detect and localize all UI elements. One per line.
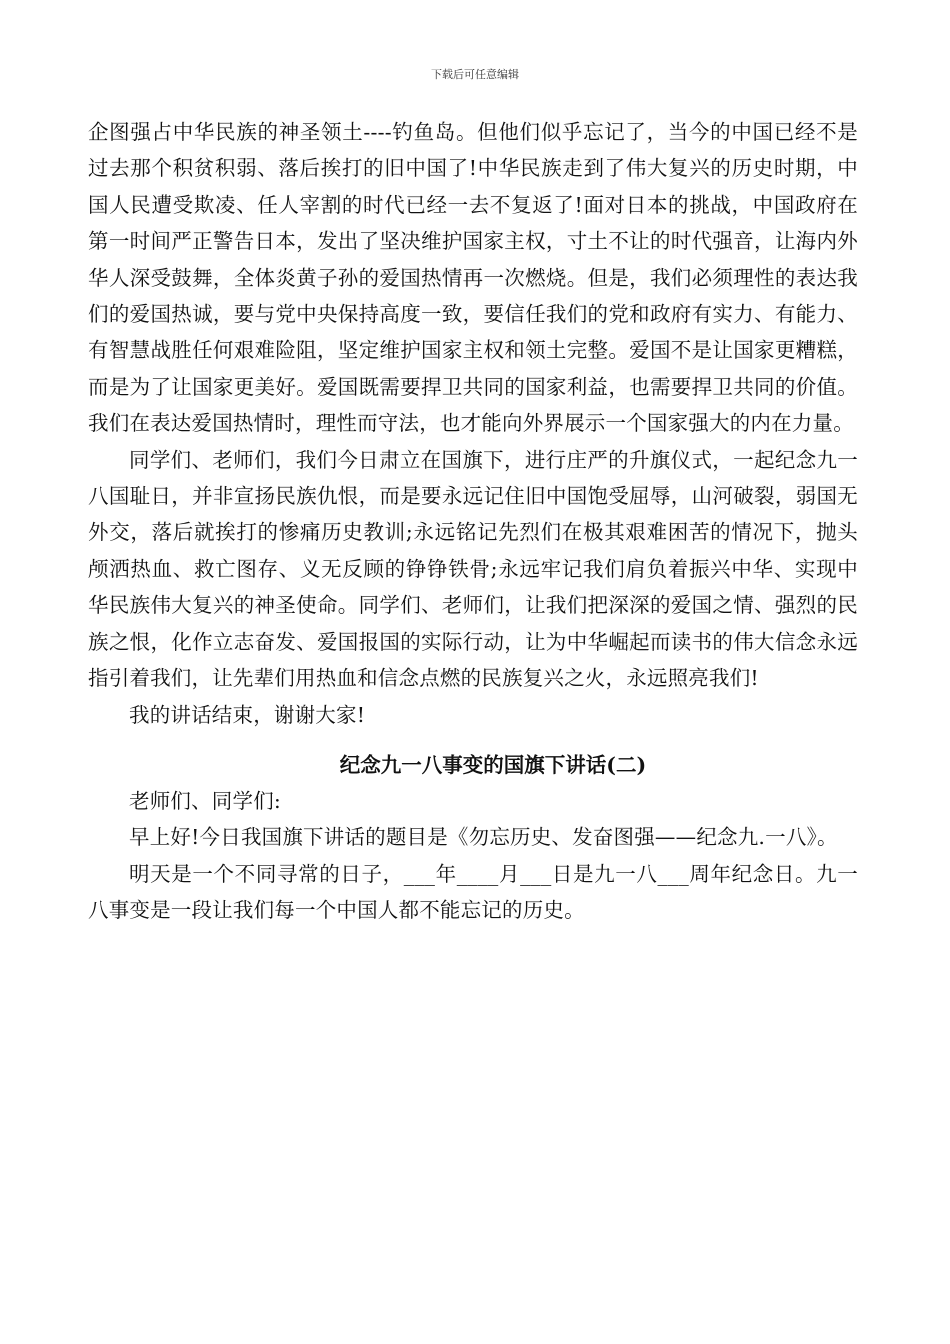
paragraph-greeting: 老师们、同学们: bbox=[129, 788, 282, 813]
paragraph-continuation: 企图强占中华民族的神圣领土----钓鱼岛。但他们似乎忘记了，当今的中国已经不是过去那个积贫积弱、落后挨打的旧中国了!中华民族走到了伟大复兴的历史时期，中国人民遭受欺凌、任人宰割的时代已经一去不复返了!面对日本的挑战，中国政府在第一时间严正警告日本，发出了坚决维护国家主权，寸土不让的时代强音，让海内外华人深受鼓舞，全体炎黄子孙的爱国热情再一次燃烧。但是，我们必须理性的表达我们的爱国热诚，要与党中央保持高度一致，要信任我们的党和政府有实力、有能力、有智慧战胜任何艰难险阻，坚定维护国家主权和领土完整。爱国不是让国家更糟糕，而是为了让国家更美好。爱国既需要捍卫共同的国家利益，也需要捍卫共同的价值。我们在表达爱国热情时，理性而守法，也才能向外界展示一个国家强大的内在力量。 bbox=[88, 120, 858, 436]
paragraph-date: 明天是一个不同寻常的日子，___年____月___日是九一八___周年纪念日。九一八事变是一段让我们每一个中国人都不能忘记的历史。 bbox=[88, 861, 858, 923]
section-title: 纪念九一八事变的国旗下讲话(二) bbox=[339, 752, 647, 777]
paragraph-topic: 早上好!今日我国旗下讲话的题目是《勿忘历史、发奋图强——纪念九.一八》。 bbox=[129, 825, 838, 850]
paragraph-closing: 我的讲话结束，谢谢大家! bbox=[129, 702, 366, 727]
document-body bbox=[88, 114, 858, 929]
header-note: 下载后可任意编辑 bbox=[431, 68, 519, 81]
paragraph-commemoration: 同学们、老师们，我们今日肃立在国旗下，进行庄严的升旗仪式，一起纪念九一八国耻日，并非宣扬民族仇恨，而是要永远记住旧中国饱受屈辱，山河破裂，弱国无外交，落后就挨打的惨痛历史教训;永远铭记先烈们在极其艰难困苦的情况下，抛头颅洒热血、救亡图存、义无反顾的铮铮铁骨;永远牢记我们肩负着振兴中华、实现中华民族伟大复兴的神圣使命。同学们、老师们，让我们把深深的爱国之情、强烈的民族之恨，化作立志奋发、爱国报国的实际行动，让为中华崛起而读书的伟大信念永远指引着我们，让先辈们用热血和信念点燃的民族复兴之火，永远照亮我们! bbox=[88, 447, 858, 691]
